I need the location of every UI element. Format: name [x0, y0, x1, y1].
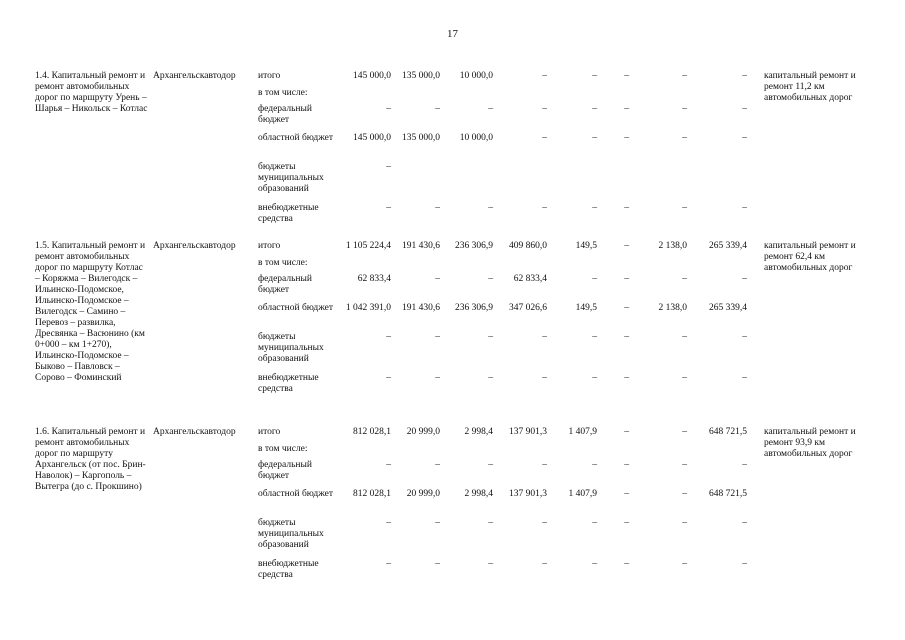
amount-cell: – [386, 104, 391, 114]
amount-cell: 145 000,0 [353, 71, 391, 81]
amount-cell: – [435, 104, 440, 114]
amount-cell: 812 028,1 [353, 427, 391, 437]
amount-cell: – [624, 133, 629, 143]
amount-cell: 20 999,0 [406, 489, 440, 499]
amount-cell: – [488, 332, 493, 342]
amount-cell: – [682, 559, 687, 569]
funding-label: бюджеты муниципальных образований [258, 332, 324, 364]
amount-cell: – [592, 71, 597, 81]
project-name: 1.5. Капитальный ремонт и ремонт автомобильных дорог по маршруту Котлас – Коряжма – Вилегодск – Ильинско-Подомское, Ильинско-Подомское – Вилегодск – Самино – Перевоз – развилка, Дресвянка – Васюнино (км 0+000 – км 1+270), Ильинско-Подомское – Быково – Павловск – Сорово – Фоминский [35, 241, 146, 383]
amount-cell: – [592, 104, 597, 114]
amount-cell: – [386, 332, 391, 342]
amount-cell: – [386, 203, 391, 213]
amount-cell: 1 407,9 [568, 489, 597, 499]
amount-cell: – [624, 332, 629, 342]
amount-cell: – [742, 133, 747, 143]
funding-label: внебюджетные средства [258, 559, 319, 580]
project-note: капитальный ремонт и ремонт 11,2 км автомобильных дорог [764, 71, 856, 103]
amount-cell: – [624, 489, 629, 499]
amount-cell: – [386, 162, 391, 172]
amount-cell: – [435, 332, 440, 342]
amount-cell: 191 430,6 [402, 303, 440, 313]
amount-cell: – [488, 373, 493, 383]
amount-cell: – [624, 559, 629, 569]
project-note: капитальный ремонт и ремонт 62,4 км автомобильных дорог [764, 241, 856, 273]
amount-cell: – [742, 274, 747, 284]
amount-cell: – [742, 373, 747, 383]
amount-cell: – [592, 518, 597, 528]
amount-cell: – [682, 133, 687, 143]
amount-cell: – [682, 332, 687, 342]
amount-cell: 149,5 [575, 303, 597, 313]
funding-label: областной бюджет [258, 303, 334, 313]
amount-cell: – [542, 332, 547, 342]
amount-cell: 20 999,0 [406, 427, 440, 437]
amount-cell: – [742, 559, 747, 569]
amount-cell: – [624, 460, 629, 470]
amount-cell: – [542, 71, 547, 81]
amount-cell: – [742, 518, 747, 528]
amount-cell: – [386, 460, 391, 470]
amount-cell: – [386, 559, 391, 569]
amount-cell: – [542, 203, 547, 213]
amount-cell: – [435, 274, 440, 284]
amount-cell: – [542, 104, 547, 114]
amount-cell: – [435, 460, 440, 470]
amount-cell: – [592, 559, 597, 569]
amount-cell: 2 998,4 [464, 489, 493, 499]
amount-cell: – [742, 71, 747, 81]
funding-label: бюджеты муниципальных образований [258, 518, 324, 550]
amount-cell: 62 833,4 [357, 274, 391, 284]
amount-cell: 265 339,4 [709, 241, 747, 251]
page-number: 17 [447, 28, 458, 40]
amount-cell: 236 306,9 [455, 303, 493, 313]
amount-cell: – [624, 241, 629, 251]
amount-cell: – [488, 460, 493, 470]
amount-cell: – [435, 518, 440, 528]
funding-label: в том числе: [258, 88, 308, 98]
amount-cell: 409 860,0 [509, 241, 547, 251]
funding-label: итого [258, 71, 281, 81]
amount-cell: – [488, 518, 493, 528]
funding-label: внебюджетные средства [258, 373, 319, 394]
project-note: капитальный ремонт и ремонт 93,9 км автомобильных дорог [764, 427, 856, 459]
amount-cell: – [742, 104, 747, 114]
amount-cell: 265 339,4 [709, 303, 747, 313]
amount-cell: – [592, 133, 597, 143]
funding-label: федеральный бюджет [258, 460, 312, 481]
amount-cell: – [592, 203, 597, 213]
amount-cell: – [435, 373, 440, 383]
amount-cell: – [624, 427, 629, 437]
amount-cell: – [592, 332, 597, 342]
amount-cell: – [435, 559, 440, 569]
amount-cell: – [488, 203, 493, 213]
amount-cell: – [386, 373, 391, 383]
amount-cell: – [682, 203, 687, 213]
amount-cell: – [682, 460, 687, 470]
amount-cell: 648 721,5 [709, 427, 747, 437]
amount-cell: 812 028,1 [353, 489, 391, 499]
amount-cell: – [742, 332, 747, 342]
amount-cell: 648 721,5 [709, 489, 747, 499]
amount-cell: 149,5 [575, 241, 597, 251]
amount-cell: – [592, 274, 597, 284]
funding-label: итого [258, 427, 281, 437]
amount-cell: – [682, 518, 687, 528]
project-name: 1.4. Капитальный ремонт и ремонт автомобильных дорог по маршруту Урень – Шарья – Никольск – Котлас [35, 71, 148, 114]
amount-cell: – [386, 518, 391, 528]
amount-cell: 1 042 391,0 [345, 303, 391, 313]
amount-cell: 2 138,0 [658, 303, 687, 313]
amount-cell: – [592, 460, 597, 470]
amount-cell: 62 833,4 [513, 274, 547, 284]
amount-cell: – [542, 460, 547, 470]
amount-cell: – [542, 518, 547, 528]
organization-name: Архангельскавтодор [153, 241, 236, 251]
amount-cell: – [624, 71, 629, 81]
amount-cell: – [742, 203, 747, 213]
amount-cell: – [542, 559, 547, 569]
amount-cell: – [488, 104, 493, 114]
amount-cell: – [624, 373, 629, 383]
amount-cell: – [624, 203, 629, 213]
amount-cell: 1 105 224,4 [345, 241, 391, 251]
funding-label: в том числе: [258, 258, 308, 268]
amount-cell: 137 901,3 [509, 427, 547, 437]
amount-cell: – [488, 274, 493, 284]
amount-cell: – [488, 559, 493, 569]
amount-cell: – [682, 71, 687, 81]
funding-label: федеральный бюджет [258, 104, 312, 125]
amount-cell: – [682, 274, 687, 284]
amount-cell: 135 000,0 [402, 133, 440, 143]
amount-cell: 1 407,9 [568, 427, 597, 437]
amount-cell: 2 998,4 [464, 427, 493, 437]
amount-cell: 10 000,0 [459, 133, 493, 143]
funding-label: федеральный бюджет [258, 274, 312, 295]
amount-cell: 135 000,0 [402, 71, 440, 81]
amount-cell: – [624, 104, 629, 114]
amount-cell: – [624, 274, 629, 284]
funding-label: бюджеты муниципальных образований [258, 162, 324, 194]
amount-cell: – [592, 373, 597, 383]
amount-cell: 137 901,3 [509, 489, 547, 499]
amount-cell: – [742, 460, 747, 470]
amount-cell: – [542, 133, 547, 143]
amount-cell: 10 000,0 [459, 71, 493, 81]
amount-cell: 145 000,0 [353, 133, 391, 143]
amount-cell: – [682, 489, 687, 499]
amount-cell: – [682, 104, 687, 114]
funding-label: в том числе: [258, 444, 308, 454]
funding-label: областной бюджет [258, 133, 334, 143]
amount-cell: 191 430,6 [402, 241, 440, 251]
amount-cell: – [682, 373, 687, 383]
funding-label: областной бюджет [258, 489, 334, 499]
funding-label: итого [258, 241, 281, 251]
amount-cell: 2 138,0 [658, 241, 687, 251]
amount-cell: – [542, 373, 547, 383]
amount-cell: – [624, 518, 629, 528]
amount-cell: – [435, 203, 440, 213]
project-name: 1.6. Капитальный ремонт и ремонт автомобильных дорог по маршруту Архангельск (от пос. Брин-Наволок) – Каргополь – Вытегра (до с. Прокшино) [35, 427, 146, 492]
funding-label: внебюджетные средства [258, 203, 319, 224]
organization-name: Архангельскавтодор [153, 71, 236, 81]
amount-cell: – [682, 427, 687, 437]
amount-cell: 347 026,6 [509, 303, 547, 313]
amount-cell: – [624, 303, 629, 313]
organization-name: Архангельскавтодор [153, 427, 236, 437]
amount-cell: 236 306,9 [455, 241, 493, 251]
